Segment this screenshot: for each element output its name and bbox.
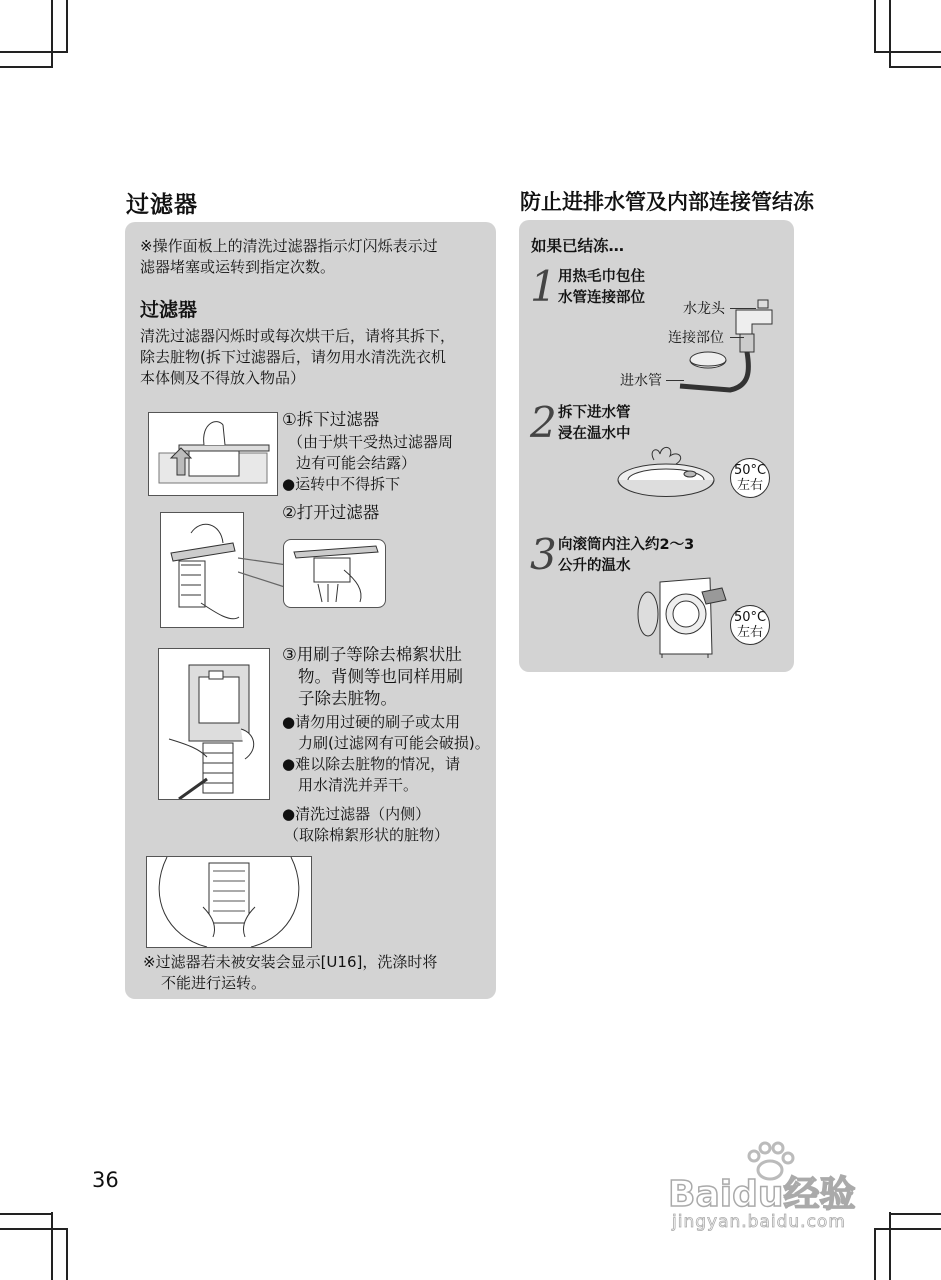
temperature-value: 50°C <box>733 463 767 478</box>
crop-mark <box>51 1212 53 1280</box>
step3-title-line3: 子除去脏物。 <box>298 689 397 708</box>
crop-mark <box>874 0 876 52</box>
inner-clean-line2: （取除棉絮形状的脏物） <box>284 826 450 844</box>
temperature-badge <box>730 458 770 498</box>
baidu-watermark <box>668 1140 888 1230</box>
basin-warm-water-illustration <box>614 440 724 510</box>
washer-pour-water-illustration <box>636 570 736 660</box>
note-bottom-line2: 不能进行运转。 <box>161 974 267 992</box>
leader-line <box>666 380 684 381</box>
crop-mark <box>51 0 53 68</box>
step1-title: ①拆下过滤器 <box>282 410 380 429</box>
temperature-approx: 左右 <box>736 625 763 640</box>
page-number: 36 <box>92 1168 119 1192</box>
frozen-intro: 如果已结冻… <box>531 237 625 255</box>
r-step2-line1: 拆下进水管 <box>558 405 631 421</box>
leader-line <box>730 308 756 309</box>
desc-line2: 除去脏物(拆下过滤器后，请勿用水清洗洗衣机 <box>140 348 446 366</box>
leader-line <box>730 337 744 338</box>
section-heading-filter: 过滤器 <box>126 192 198 218</box>
section-heading-antifreeze: 防止进排水管及内部连接管结冻 <box>520 190 814 214</box>
note-top-line1: ※操作面板上的清洗过滤器指示灯闪烁表示过 <box>140 237 438 255</box>
r-step3-line1: 向滚筒内注入约2～3 <box>558 537 695 553</box>
step1-bullet: ●运转中不得拆下 <box>282 475 401 493</box>
crop-mark <box>66 1228 68 1280</box>
desc-line1: 清洗过滤器闪烁时或每次烘干后，请将其拆下， <box>140 327 456 345</box>
temperature-badge <box>730 605 770 645</box>
note-bottom-line1: ※过滤器若未被安装会显示[U16]，洗涤时将 <box>143 953 438 971</box>
crop-mark <box>0 51 68 53</box>
watermark-brand: Baidu经验 <box>668 1174 856 1215</box>
temperature-value: 50°C <box>733 610 767 625</box>
crop-mark <box>0 66 52 68</box>
crop-mark <box>889 66 941 68</box>
step1-note-line2: 边有可能会结露） <box>296 454 417 472</box>
crop-mark <box>0 1228 68 1230</box>
note-top-line2: 滤器堵塞或运转到指定次数。 <box>140 258 336 276</box>
step2-number: 2 <box>530 398 557 447</box>
illustration-filter-detail <box>283 539 386 608</box>
step1-note-line1: （由于烘干受热过滤器周 <box>288 433 454 451</box>
r-step1-line1: 用热毛巾包住 <box>558 269 645 285</box>
step3-number: 3 <box>530 530 557 579</box>
inner-clean-line1: ●清洗过滤器（内侧） <box>282 805 431 823</box>
label-hose: 进水管 <box>620 373 662 389</box>
r-step3-line2: 公升的温水 <box>558 558 631 574</box>
crop-mark <box>66 0 68 52</box>
watermark-url: jingyan.baidu.com <box>672 1212 846 1232</box>
crop-mark <box>889 0 891 68</box>
label-joint: 连接部位 <box>668 330 724 346</box>
filter-detail-icon <box>284 540 385 607</box>
illustration-open-filter <box>160 512 244 628</box>
r-step2-line2: 浸在温水中 <box>558 426 631 442</box>
step3-title-line2: 物。背侧等也同样用刷 <box>298 667 463 686</box>
crop-mark <box>889 1213 941 1215</box>
step2-title: ②打开过滤器 <box>282 503 380 522</box>
subheading-filter: 过滤器 <box>140 299 198 321</box>
illustration-remove-filter <box>148 412 278 496</box>
illustration-brush-filter <box>158 648 270 800</box>
step3-title-line1: ③用刷子等除去棉絮状肚 <box>282 645 462 664</box>
step3-bullet1-line2: 力刷(过滤网有可能会破损)。 <box>298 734 490 752</box>
desc-line3: 本体侧及不得放入物品） <box>140 369 306 387</box>
crop-mark <box>874 1228 876 1280</box>
r-step1-line2: 水管连接部位 <box>558 290 645 306</box>
step3-bullet1-line1: ●请勿用过硬的刷子或太用 <box>282 713 461 731</box>
step3-bullet2-line1: ●难以除去脏物的情况，请 <box>282 755 461 773</box>
crop-mark <box>0 1213 52 1215</box>
temperature-approx: 左右 <box>736 478 763 493</box>
crop-mark <box>874 51 941 53</box>
step3-bullet2-line2: 用水清洗并弄干。 <box>298 776 419 794</box>
hand-lifting-filter-icon <box>149 413 277 495</box>
illustration-inner-clean <box>146 856 312 948</box>
brush-cleaning-icon <box>159 649 269 799</box>
hands-opening-filter-icon <box>161 513 243 627</box>
step1-number: 1 <box>530 262 557 311</box>
crop-mark <box>889 1212 891 1280</box>
hands-inner-clean-icon <box>147 857 311 947</box>
label-faucet: 水龙头 <box>683 301 725 317</box>
